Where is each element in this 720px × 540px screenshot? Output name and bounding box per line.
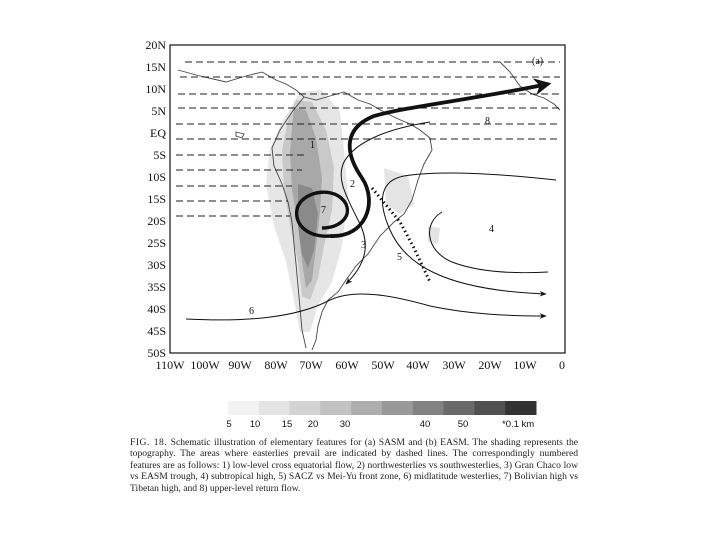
colorbar-cell (444, 401, 475, 415)
lat-label: 30S (147, 258, 166, 272)
caption-figure-number: FIG. 18. (130, 437, 168, 448)
lon-label: 0 (559, 358, 565, 372)
colorbar-cell (505, 401, 536, 415)
lon-label: 60W (335, 358, 359, 372)
colorbar-unit: *0.1 km (502, 419, 535, 430)
feature-label-6: 6 (249, 306, 254, 317)
lon-label: 100W (190, 358, 220, 372)
colorbar-cells (228, 401, 537, 415)
feature-label-1: 1 (310, 140, 315, 151)
lat-label: 50S (147, 346, 166, 360)
feature-label-3: 3 (361, 240, 366, 251)
figure-caption (130, 437, 578, 494)
feature-label-8: 8 (485, 116, 490, 127)
lat-label: 45S (147, 324, 166, 338)
lon-label: 90W (228, 358, 252, 372)
colorbar-cell (228, 401, 259, 415)
colorbar-cell (259, 401, 290, 415)
feature-label-5: 5 (397, 252, 402, 263)
panel-label: (a) (532, 56, 544, 67)
latitude-axis (145, 38, 166, 360)
lat-label: EQ (150, 126, 166, 140)
lon-label: 40W (406, 358, 430, 372)
lon-label: 10W (513, 358, 537, 372)
colorbar-tick-label: 10 (249, 419, 261, 430)
lat-label: 15S (147, 192, 166, 206)
colorbar-ticks (226, 419, 468, 430)
colorbar-cell (382, 401, 413, 415)
lat-label: 15N (145, 60, 166, 74)
lat-label: 20N (145, 38, 166, 52)
colorbar-tick-label: 30 (339, 419, 351, 430)
lon-label: 80W (264, 358, 288, 372)
feature-label-2: 2 (350, 179, 355, 190)
lon-label: 110W (155, 358, 185, 372)
lon-label: 50W (371, 358, 395, 372)
lat-label: 40S (147, 302, 166, 316)
caption-text: Schematic illustration of elementary features for (a) SASM and (b) EASM. The shading represents the topography. The areas where easterlies prevail are indicated by dashed lines. The correspondingly numbered features are as follows: 1) low-level cross equatorial flow, 2) northwesterlies vs southwesterlies, 3) Gran Chaco low vs EASM trough, 4) subtropical high, 5) SACZ vs Mei-Yu front zone, 6) midlatitude westerlies, 7) Bolivian high vs Tibetan high, and 8) upper-level return flow. (130, 437, 578, 494)
colorbar-cell (351, 401, 382, 415)
colorbar-tick-label: 20 (307, 419, 319, 430)
colorbar (226, 401, 536, 430)
lon-label: 70W (299, 358, 323, 372)
colorbar-cell (320, 401, 351, 415)
colorbar-cell (290, 401, 321, 415)
lat-label: 25S (147, 236, 166, 250)
lat-label: 10N (145, 82, 166, 96)
colorbar-tick-label: 5 (226, 419, 232, 430)
lat-label: 10S (147, 170, 166, 184)
lat-label: 20S (147, 214, 166, 228)
colorbar-tick-label: 40 (419, 419, 431, 430)
lat-label: 35S (147, 280, 166, 294)
lat-label: 5N (151, 104, 166, 118)
colorbar-tick-label: 50 (457, 419, 469, 430)
feature-label-4: 4 (489, 224, 494, 235)
lat-label: 5S (153, 148, 166, 162)
lon-label: 20W (478, 358, 502, 372)
feature-label-7: 7 (321, 205, 326, 216)
colorbar-tick-label: 15 (281, 419, 293, 430)
longitude-axis (156, 358, 565, 372)
colorbar-cell (413, 401, 444, 415)
lon-label: 30W (442, 358, 466, 372)
colorbar-cell (474, 401, 505, 415)
